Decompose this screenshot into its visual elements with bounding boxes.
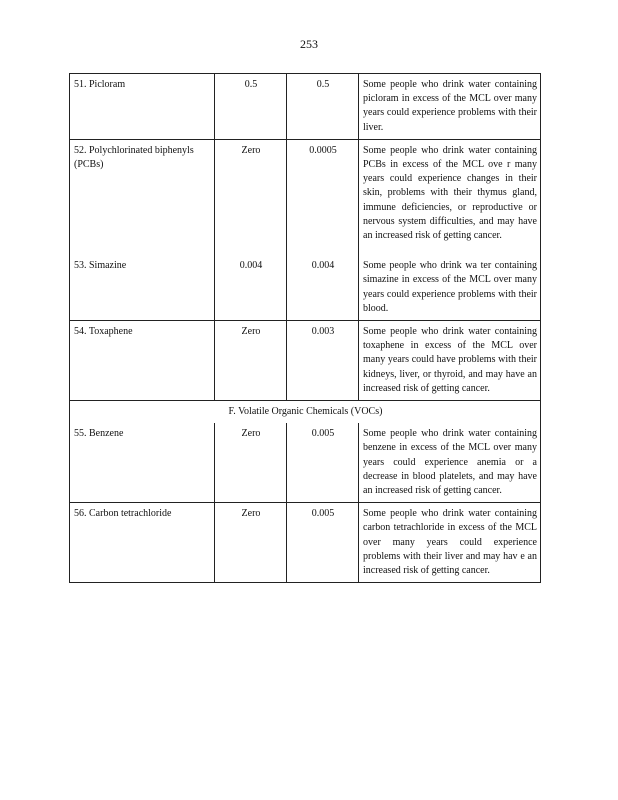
mclg-value: Zero [215, 423, 287, 503]
contaminant-name: 52. Polychlorinated biphenyls (PCBs) [70, 139, 215, 247]
contaminant-name: 51. Picloram [70, 74, 215, 140]
page-number: 253 [300, 37, 318, 51]
mclg-value: 0.5 [215, 74, 287, 140]
mclg-value: Zero [215, 503, 287, 583]
table-row [70, 247, 541, 320]
table-row [70, 321, 541, 401]
section-heading: F. Volatile Organic Chemicals (VOCs) [70, 401, 541, 424]
mcl-value: 0.0005 [287, 139, 359, 247]
mcl-value: 0.5 [287, 74, 359, 140]
table-row [70, 139, 541, 247]
mcl-value: 0.003 [287, 321, 359, 401]
table-row [70, 503, 541, 583]
contaminant-name: 53. Simazine [70, 247, 215, 320]
contaminant-table [69, 73, 541, 583]
health-effect: Some people who drink wa ter containing simazine in excess of the MCL over many years could experience problems with their blood. [359, 247, 541, 320]
mcl-value: 0.004 [287, 247, 359, 320]
contaminant-name: 56. Carbon tetrachloride [70, 503, 215, 583]
contaminant-name: 54. Toxaphene [70, 321, 215, 401]
health-effect: Some people who drink water containing carbon tetrachloride in excess of the MCL over many years could experience problems with their liver and may hav e an increased risk of getting cancer. [359, 503, 541, 583]
mclg-value: Zero [215, 139, 287, 247]
health-effect: Some people who drink water containing PCBs in excess of the MCL ove r many years could experience changes in their skin, problems with their thymus gland, immune deficiencies, or reproductive or nervous system difficulties, and may have an increased risk of getting cancer. [359, 139, 541, 247]
health-effect: Some people who drink water containing picloram in excess of the MCL over many years could experience problems with their liver. [359, 74, 541, 140]
table-row [70, 423, 541, 503]
health-effect: Some people who drink water containing toxaphene in excess of the MCL over many years could have problems with their kidneys, liver, or thyroid, and may have an increased risk of getting cancer. [359, 321, 541, 401]
contaminant-name: 55. Benzene [70, 423, 215, 503]
mclg-value: Zero [215, 321, 287, 401]
mclg-value: 0.004 [215, 247, 287, 320]
health-effect: Some people who drink water containing benzene in excess of the MCL over many years could experience anemia or a decrease in blood platelets, and may have an increased risk of getting cancer. [359, 423, 541, 503]
mcl-value: 0.005 [287, 423, 359, 503]
section-heading-row [70, 401, 541, 424]
mcl-value: 0.005 [287, 503, 359, 583]
table-row [70, 74, 541, 140]
